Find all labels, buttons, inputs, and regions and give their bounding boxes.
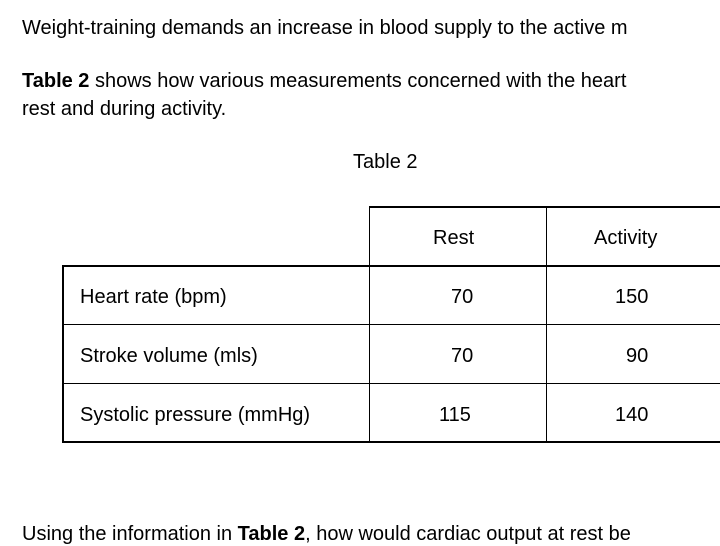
table-rule bbox=[369, 206, 370, 443]
question-text-b: , how would cardiac output at rest be bbox=[305, 523, 631, 545]
table-rule bbox=[62, 441, 720, 443]
column-header-rest: Rest bbox=[433, 227, 475, 249]
row-label: Systolic pressure (mmHg) bbox=[80, 404, 311, 426]
table-rule bbox=[546, 206, 547, 443]
intro-line-1: Weight-training demands an increase in blood supply to the active m bbox=[22, 17, 628, 39]
table-rule bbox=[62, 324, 720, 325]
question-line bbox=[22, 522, 631, 546]
intro-line-2 bbox=[22, 69, 626, 93]
intro-line-2-text: shows how various measurements concerned with the heart bbox=[89, 70, 627, 92]
rest-value: 115 bbox=[439, 404, 471, 426]
intro-line-3: rest and during activity. bbox=[22, 98, 227, 120]
activity-value: 140 bbox=[615, 404, 649, 426]
rest-value: 70 bbox=[451, 345, 474, 367]
activity-value: 90 bbox=[626, 345, 649, 367]
column-header-activity: Activity bbox=[594, 227, 658, 249]
table-caption: Table 2 bbox=[353, 151, 418, 173]
table-rule bbox=[62, 383, 720, 384]
rest-value: 70 bbox=[451, 286, 474, 308]
table-rule bbox=[62, 265, 64, 443]
table-reference-question: Table 2 bbox=[237, 523, 306, 545]
table-reference: Table 2 bbox=[22, 70, 90, 92]
table-rule bbox=[369, 206, 720, 208]
row-label: Heart rate (bpm) bbox=[80, 286, 227, 308]
table-rule bbox=[62, 265, 720, 267]
activity-value: 150 bbox=[615, 286, 649, 308]
question-text-a: Using the information in bbox=[22, 523, 238, 545]
row-label: Stroke volume (mls) bbox=[80, 345, 258, 367]
